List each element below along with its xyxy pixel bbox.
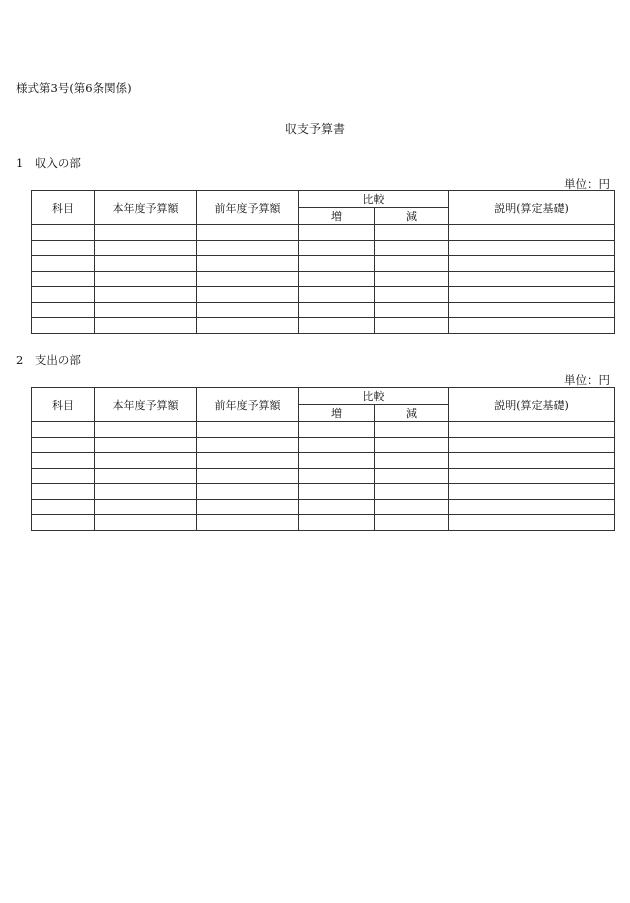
- table-cell: [32, 484, 95, 500]
- table-cell: [299, 437, 375, 453]
- table-cell: [299, 422, 375, 438]
- table-cell: [95, 468, 197, 484]
- table-cell: [449, 468, 615, 484]
- table-cell: [32, 468, 95, 484]
- income-budget-table: [31, 190, 615, 334]
- table-cell: [197, 271, 299, 287]
- table-row: [32, 271, 615, 287]
- table-cell: [197, 437, 299, 453]
- header-subject: 科目: [32, 388, 95, 422]
- table-cell: [197, 225, 299, 241]
- income-section-title: 1 収入の部: [16, 156, 81, 170]
- table-cell: [95, 453, 197, 469]
- table-cell: [32, 318, 95, 334]
- table-row: [32, 240, 615, 256]
- table-cell: [95, 225, 197, 241]
- table-cell: [375, 422, 449, 438]
- table-cell: [449, 484, 615, 500]
- header-increase: 増: [299, 405, 375, 422]
- table-cell: [299, 484, 375, 500]
- table-cell: [449, 256, 615, 272]
- header-decrease: 減: [375, 405, 449, 422]
- table-cell: [375, 515, 449, 531]
- table-row: [32, 225, 615, 241]
- table-cell: [449, 499, 615, 515]
- table-row: [32, 499, 615, 515]
- header-current-budget: 本年度予算額: [95, 388, 197, 422]
- header-explanation: 説明(算定基礎): [449, 388, 615, 422]
- table-cell: [375, 499, 449, 515]
- table-cell: [299, 287, 375, 303]
- header-subject: 科目: [32, 191, 95, 225]
- income-unit-label: 単位：円: [564, 177, 610, 191]
- table-cell: [375, 318, 449, 334]
- table-cell: [197, 468, 299, 484]
- table-cell: [32, 453, 95, 469]
- table-cell: [299, 468, 375, 484]
- header-comparison: 比較: [299, 388, 449, 405]
- table-cell: [449, 437, 615, 453]
- table-cell: [299, 318, 375, 334]
- header-previous-budget: 前年度予算額: [197, 388, 299, 422]
- table-cell: [449, 225, 615, 241]
- table-row: [32, 256, 615, 272]
- table-cell: [299, 256, 375, 272]
- table-cell: [197, 453, 299, 469]
- table-cell: [95, 271, 197, 287]
- table-cell: [449, 515, 615, 531]
- table-cell: [32, 240, 95, 256]
- table-cell: [95, 302, 197, 318]
- table-cell: [375, 240, 449, 256]
- form-number: 様式第3号(第6条関係): [16, 81, 132, 95]
- table-cell: [197, 422, 299, 438]
- expenditure-unit-label: 単位：円: [564, 373, 610, 387]
- table-row: [32, 484, 615, 500]
- table-cell: [299, 302, 375, 318]
- table-cell: [197, 515, 299, 531]
- table-cell: [197, 256, 299, 272]
- header-explanation: 説明(算定基礎): [449, 191, 615, 225]
- table-cell: [299, 240, 375, 256]
- expenditure-section-title: 2 支出の部: [16, 353, 81, 367]
- table-cell: [95, 437, 197, 453]
- table-cell: [95, 256, 197, 272]
- header-decrease: 減: [375, 208, 449, 225]
- table-row: [32, 515, 615, 531]
- table-cell: [95, 287, 197, 303]
- expenditure-budget-table: [31, 387, 615, 531]
- header-increase: 増: [299, 208, 375, 225]
- table-cell: [95, 240, 197, 256]
- table-cell: [32, 271, 95, 287]
- table-cell: [449, 453, 615, 469]
- table-cell: [375, 453, 449, 469]
- table-cell: [299, 499, 375, 515]
- table-cell: [32, 422, 95, 438]
- table-cell: [299, 453, 375, 469]
- table-row: [32, 422, 615, 438]
- table-row: [32, 287, 615, 303]
- table-row: [32, 453, 615, 469]
- table-cell: [449, 422, 615, 438]
- table-cell: [299, 225, 375, 241]
- table-cell: [449, 318, 615, 334]
- table-cell: [299, 515, 375, 531]
- table-cell: [95, 484, 197, 500]
- table-cell: [32, 515, 95, 531]
- table-cell: [375, 468, 449, 484]
- header-current-budget: 本年度予算額: [95, 191, 197, 225]
- table-cell: [95, 318, 197, 334]
- document-title: 収支予算書: [284, 122, 345, 136]
- table-cell: [32, 225, 95, 241]
- table-row: [32, 302, 615, 318]
- table-row: [32, 468, 615, 484]
- table-cell: [197, 484, 299, 500]
- table-cell: [449, 302, 615, 318]
- table-cell: [197, 499, 299, 515]
- header-comparison: 比較: [299, 191, 449, 208]
- income-table-body: [32, 225, 615, 334]
- table-cell: [299, 271, 375, 287]
- table-cell: [375, 484, 449, 500]
- table-cell: [375, 271, 449, 287]
- table-cell: [32, 287, 95, 303]
- table-cell: [197, 240, 299, 256]
- table-cell: [375, 437, 449, 453]
- table-cell: [449, 240, 615, 256]
- header-previous-budget: 前年度予算額: [197, 191, 299, 225]
- table-cell: [449, 287, 615, 303]
- expenditure-table-body: [32, 422, 615, 531]
- table-cell: [375, 287, 449, 303]
- table-cell: [375, 302, 449, 318]
- table-row: [32, 318, 615, 334]
- table-cell: [449, 271, 615, 287]
- table-cell: [95, 422, 197, 438]
- table-cell: [32, 437, 95, 453]
- table-cell: [32, 499, 95, 515]
- table-cell: [197, 287, 299, 303]
- table-cell: [197, 318, 299, 334]
- table-cell: [375, 225, 449, 241]
- table-cell: [32, 256, 95, 272]
- table-cell: [375, 256, 449, 272]
- table-cell: [32, 302, 95, 318]
- table-row: [32, 437, 615, 453]
- table-cell: [197, 302, 299, 318]
- table-cell: [95, 515, 197, 531]
- table-cell: [95, 499, 197, 515]
